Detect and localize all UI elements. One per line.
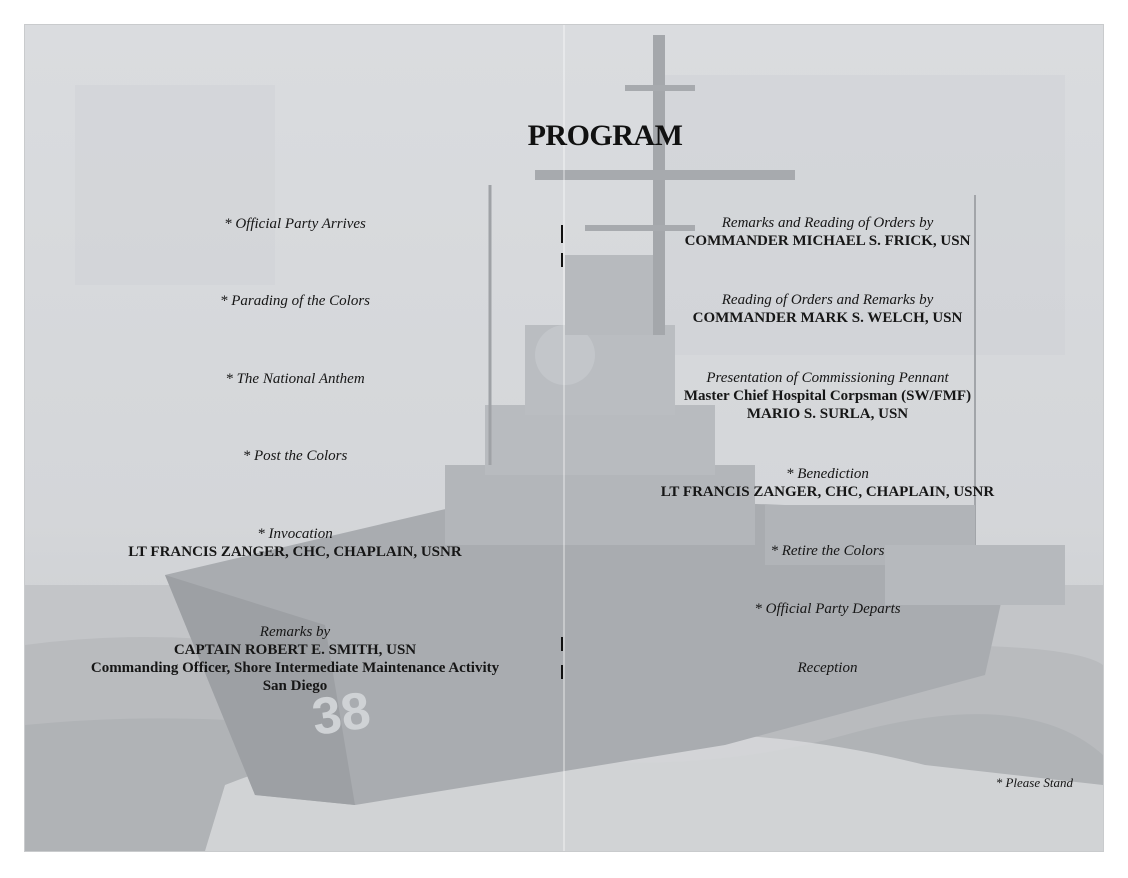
- fold-mark: [561, 253, 563, 267]
- program-item: [580, 214, 1075, 250]
- program-item: [25, 447, 565, 465]
- item-label: * Official Party Departs: [754, 601, 901, 617]
- program-item: [25, 623, 565, 695]
- item-label: * Retire the Colors: [770, 543, 885, 559]
- item-label: * Invocation: [257, 526, 333, 542]
- item-name: LT FRANCIS ZANGER, CHC, CHAPLAIN, USNR: [660, 484, 995, 500]
- item-label: Presentation of Commissioning Pennant: [706, 370, 949, 386]
- program-title: PROGRAM: [527, 119, 683, 152]
- program-item: [580, 369, 1075, 423]
- program-item: [25, 292, 565, 310]
- item-label: Remarks by: [259, 624, 331, 640]
- item-name: CAPTAIN ROBERT E. SMITH, USN: [173, 642, 417, 658]
- item-name: COMMANDER MARK S. WELCH, USN: [692, 310, 963, 326]
- program-item: [580, 542, 1075, 560]
- program-page: [25, 25, 1103, 851]
- please-stand-footnote: * Please Stand: [995, 775, 1073, 790]
- item-label: * The National Anthem: [225, 371, 365, 387]
- item-name: Commanding Officer, Shore Intermediate Maintenance Activity: [90, 660, 500, 676]
- item-name: San Diego: [262, 678, 328, 694]
- program-item: [580, 465, 1075, 501]
- item-label: * Benediction: [786, 466, 869, 482]
- program-item: [580, 600, 1075, 618]
- item-label: Reading of Orders and Remarks by: [721, 292, 934, 308]
- item-name: LT FRANCIS ZANGER, CHC, CHAPLAIN, USNR: [128, 544, 462, 560]
- program-item: [580, 659, 1075, 677]
- item-label: * Post the Colors: [242, 448, 348, 464]
- item-label: Reception: [797, 660, 858, 676]
- item-label: * Parading of the Colors: [219, 293, 370, 309]
- program-item: [580, 291, 1075, 327]
- hull-number: 38: [308, 681, 374, 747]
- item-name: COMMANDER MICHAEL S. FRICK, USN: [684, 233, 971, 249]
- item-name: Master Chief Hospital Corpsman (SW/FMF): [683, 388, 972, 404]
- item-name: MARIO S. SURLA, USN: [746, 406, 909, 422]
- program-item: [25, 525, 565, 561]
- item-label: Remarks and Reading of Orders by: [721, 215, 934, 231]
- program-item: [25, 370, 565, 388]
- program-item: [25, 215, 565, 233]
- item-label: * Official Party Arrives: [224, 216, 366, 232]
